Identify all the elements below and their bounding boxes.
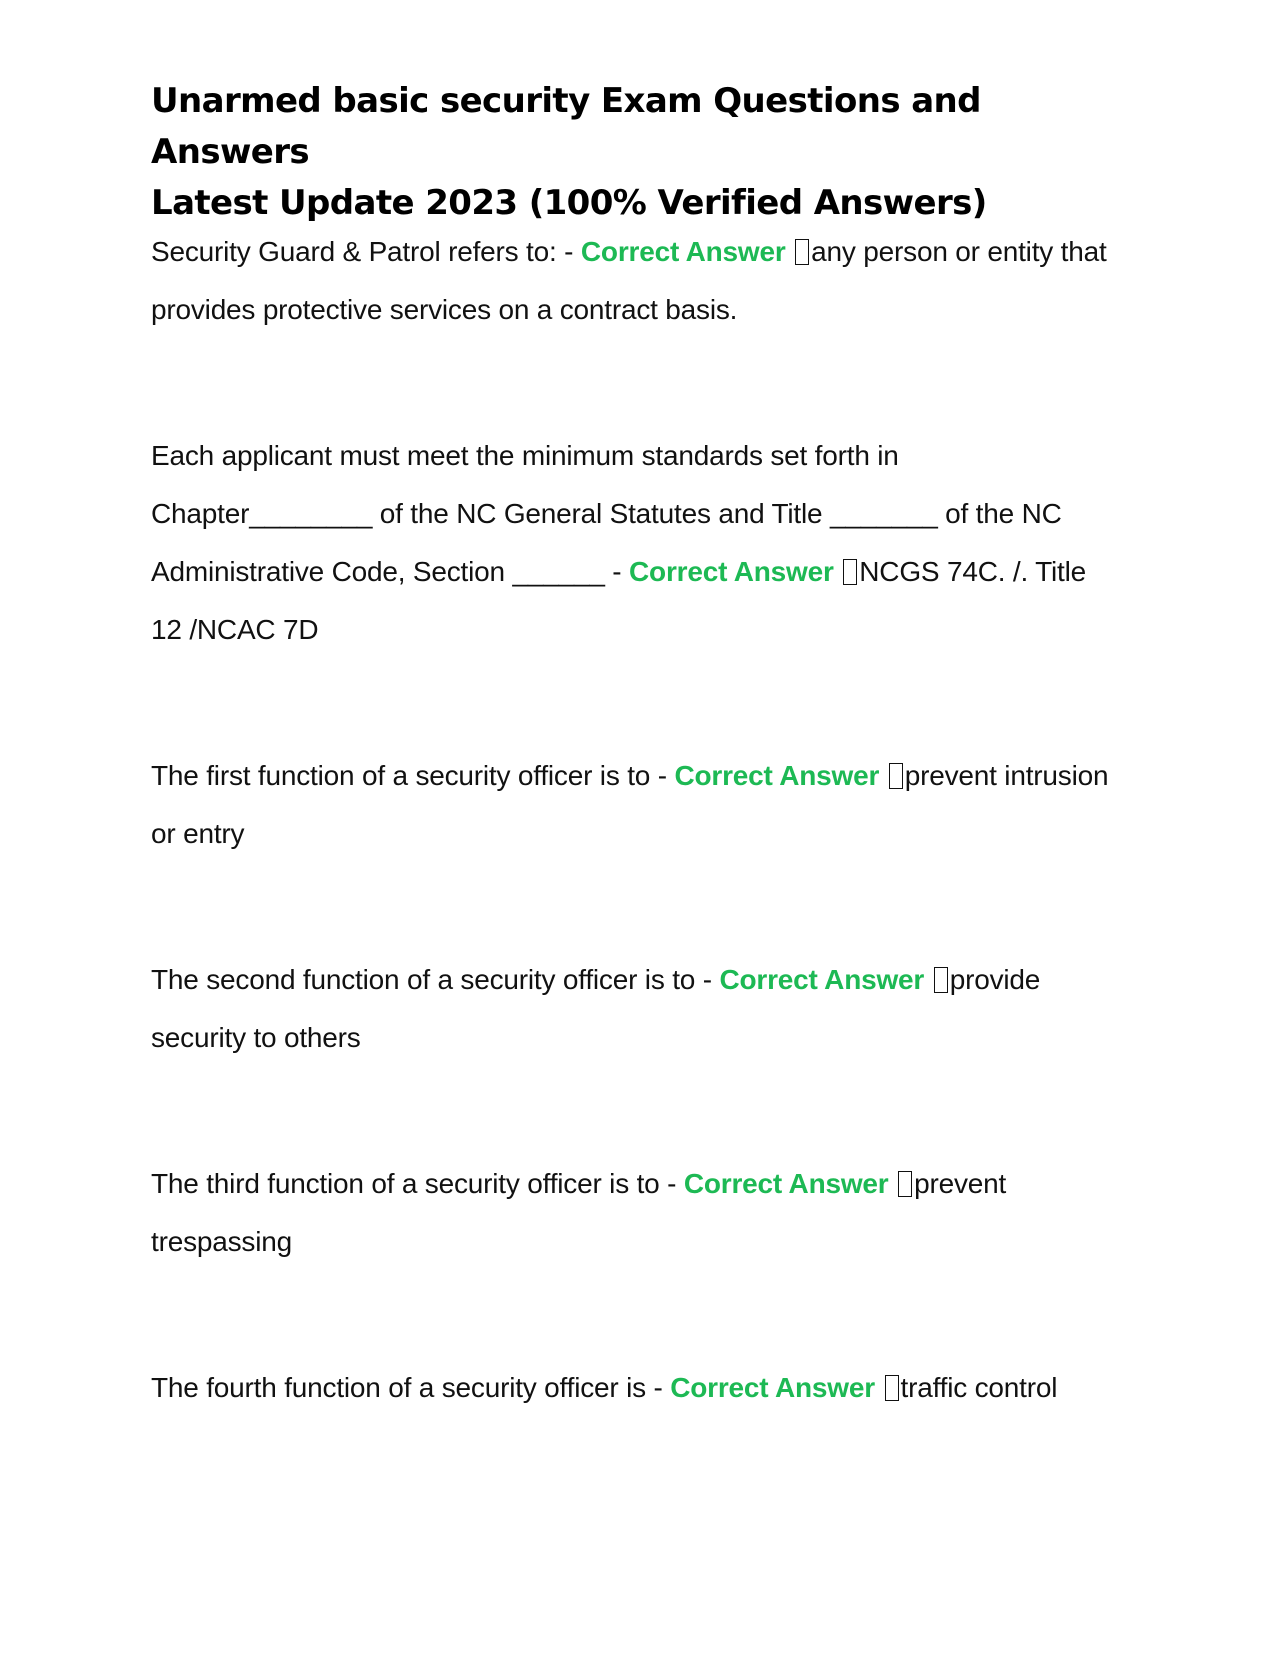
separator: -	[645, 1372, 671, 1403]
answer-text: prevent intrusion or entry	[151, 760, 1109, 849]
qa-item	[151, 747, 1111, 863]
qa-item	[151, 1155, 1111, 1271]
document-page	[151, 76, 1111, 1417]
box-icon	[934, 967, 948, 993]
box-icon	[898, 1171, 912, 1197]
question-text: The fourth function of a security officer is	[151, 1372, 646, 1403]
question-text: The first function of a security officer is to	[151, 760, 651, 791]
answer-text: provide security to others	[151, 964, 1041, 1053]
answer-text: any person or entity that provides protective services on a contract basis.	[151, 236, 1107, 325]
correct-answer-label: Correct Answer	[719, 964, 925, 995]
question-text: Security Guard & Patrol refers to:	[151, 236, 557, 267]
answer-text: NCGS 74C. /. Title 12 /NCAC 7D	[151, 556, 1086, 645]
correct-answer-label: Correct Answer	[629, 556, 834, 587]
qa-item	[151, 427, 1111, 659]
correct-answer-label: Correct Answer	[670, 1372, 875, 1403]
answer-text: traffic control	[900, 1372, 1058, 1403]
question-text: The third function of a security officer is to	[151, 1168, 660, 1199]
separator: -	[650, 760, 675, 791]
title-line-2: Latest Update 2023 (100% Verified Answers)	[151, 183, 987, 223]
question-text: The second function of a security officer is to	[151, 964, 696, 995]
qa-item	[151, 223, 1111, 339]
correct-answer-label: Correct Answer	[674, 760, 880, 791]
separator: -	[556, 236, 581, 267]
correct-answer-label: Correct Answer	[683, 1168, 889, 1199]
box-icon	[889, 763, 903, 789]
qa-item	[151, 951, 1111, 1067]
question-text: Each applicant must meet the minimum standards set forth in Chapter________ of the NC General Statutes and Title _______ of the NC Administrative Code, Section ______	[151, 440, 1062, 587]
answer-text: prevent trespassing	[151, 1168, 1007, 1257]
box-icon	[843, 559, 857, 585]
correct-answer-label: Correct Answer	[580, 236, 786, 267]
title-line-1: Unarmed basic security Exam Questions and Answers	[151, 81, 981, 172]
separator: -	[659, 1168, 684, 1199]
qa-item	[151, 1359, 1111, 1417]
box-icon	[795, 239, 809, 265]
separator: -	[695, 964, 720, 995]
box-icon	[885, 1375, 899, 1401]
separator: -	[604, 556, 630, 587]
document-title	[151, 76, 1111, 229]
